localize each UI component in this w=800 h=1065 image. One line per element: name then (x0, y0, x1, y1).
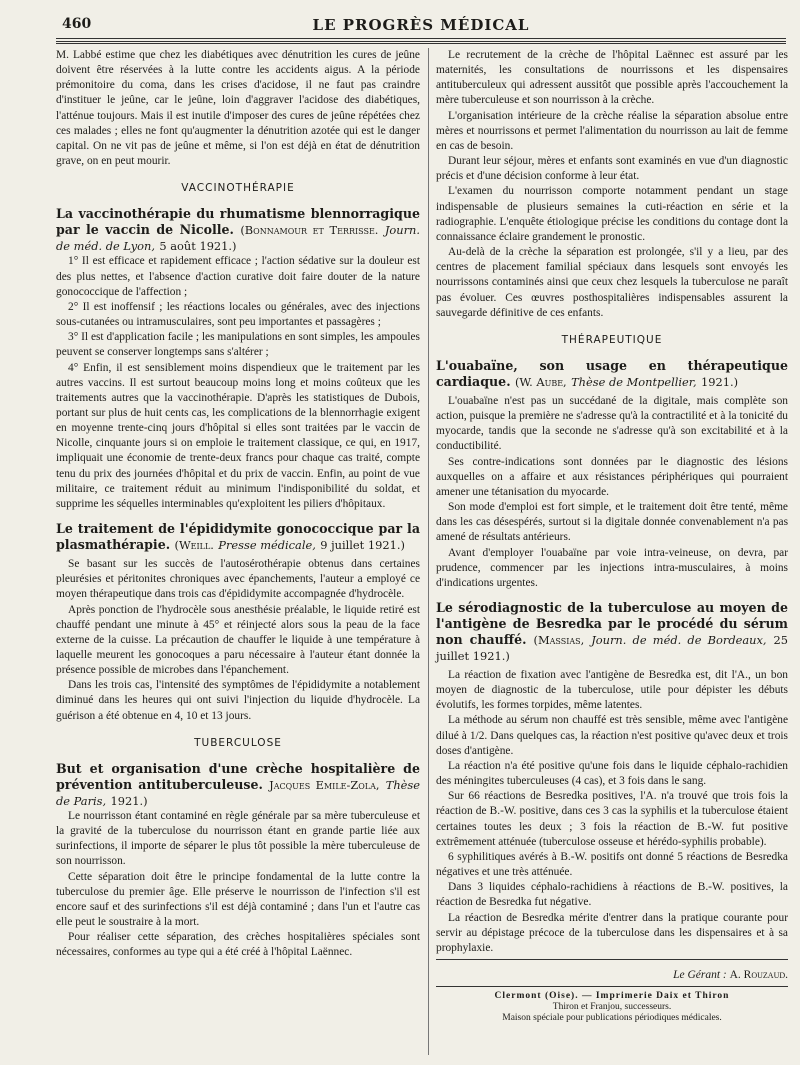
article-paragraph: La réaction n'a été positive qu'une fois dans le liquide céphalo-rachidien des méningites tuberculeuses (4 cas), et 3 fois dans le sang. (436, 759, 788, 788)
article-paragraph: Le recrutement de la crèche de l'hôpital Laënnec est assuré par les maternités, les consultations de nourrissons et les dispensaires antituberculeux qui adressent aussitôt que possible après l'accouchement la mère tuberculeuse et son nourrisson à la crèche. (436, 49, 788, 107)
article-date: 9 juillet 1921.) (320, 538, 405, 553)
article-title (56, 521, 420, 553)
article-source: Presse médicale, (218, 538, 316, 553)
gerant-line (436, 968, 788, 983)
header-rule (56, 38, 786, 44)
column-divider (428, 48, 429, 1055)
article-paragraph: Ses contre-indications sont données par le diagnostic des lésions auxquelles on a affaire et aux résistances périphériques qui pourraient amener une tétanisation du myocarde. (436, 455, 788, 498)
article-title-text: L'ouabaïne, son usage en thérapeutique cardiaque. (436, 357, 788, 389)
article-date: 5 août 1921.) (159, 239, 237, 254)
article-paragraph: L'organisation intérieure de la crèche réalise la séparation absolue entre mères et nourrissons et permet l'alimentation du nourrisson au lait de femme en cas de besoin. (436, 109, 788, 152)
article-paragraph: 4° Enfin, il est sensiblement moins dispendieux que le traitement par les autres vaccins. Il est surtout beaucoup moins long et moins coûteux que les traitements autres que la vaccinothérapie. D'après les statistiques de Dubois, portant sur plus de huit cents cas, les complications de la blennorrhagie exigent en moyenne trente-cinq jours d'hôpital si elles sont traitées par le vaccin de Nicolle, cinquante jours si on emploie le traitement classique, ce qui, en 1917, impliquait une économie de trente-deux francs pour chaque cas traité, compte tenu du prix des journées d'hôpital et du prix de vaccin. Enfin, au point de vue militaire, ce traitement réduit au minimum l'indisponibilité du soldat, et supprime les séquelles interminables qu'exploitent les piliers d'hôpitaux. (56, 361, 420, 510)
article-paragraph: Avant d'employer l'ouabaïne par voie intra-veineuse, on devra, par prudence, commencer par les injections intra-musculaires, à moins d'indications urgentes. (436, 546, 788, 589)
article-paragraph: La réaction de fixation avec l'antigène de Besredka est, dit l'A., un bon moyen de diagnostic de la tuberculose, utile pour dépister les débuts évolutifs, les formes torpides, même latentes. (436, 669, 788, 712)
article-source: Thèse de Montpellier, (571, 374, 697, 389)
section-heading-therapeutique: THÉRAPEUTIQUE (561, 333, 663, 346)
intro-paragraph: M. Labbé estime que chez les diabétiques avec dénutrition les cures de jeûne doivent être réservées à la lutte contre les accidents aigus. A la période prémonitoire du coma, dans les crises d'acidose, il ne faut pas craindre d'instituer le jeûne, car le jeûne, loin d'aggraver l'acidose des diabétiques, l'atténue toujours. Mais il est inutile d'imposer des cures de jeûne répétées chez ces malades ; elles ne font qu'augmenter la dénutrition azotée qui est le danger capital. On ne vit pas de jeûne et même, si l'on est déjà en état de dénutrition grave, on en peut mourir. (56, 49, 420, 168)
article-title (436, 600, 788, 664)
printer-imprint (436, 991, 788, 1024)
article-title (56, 761, 420, 809)
article-paragraph: Dans les trois cas, l'intensité des symptômes de l'épididymite a notablement diminué dans les heures qui ont suivi l'injection du liquide d'hydrocèle. La guérison a été obtenue en 4, 10 et 13 jours. (56, 679, 420, 722)
gerant-label: Le Gérant : (673, 968, 727, 981)
article-authors: (Weill. (174, 538, 214, 553)
article-authors: (Bonnamour et Terrisse. (240, 223, 379, 238)
article-paragraph: Durant leur séjour, mères et enfants sont examinés en vue d'un diagnostic précis et d'une décision conforme à leur état. (436, 155, 788, 183)
article-paragraph: Pour réaliser cette séparation, des crèches hospitalières spéciales sont nécessaires, conformes au type qui a été créé à l'hôpital Laënnec. (56, 931, 420, 959)
article-authors: (Massias, (533, 633, 585, 647)
article-paragraph: La réaction de Besredka mérite d'entrer dans la pratique courante pour servir au dépistage précoce de la tuberculose dans les dispensaires et à sa prophylaxie. (436, 911, 788, 954)
article-paragraph: Au-delà de la crèche la séparation est prolongée, s'il y a lieu, par des centres de placement familial spéciaux dans lesquels sont envoyés les nourrissons contaminés ainsi que ceux chez lesquels la tuberculose ne paraît pas évoluer. Ces œuvres posthospitalières indispensables assurent la sauvegarde définitive de ces enfants. (436, 246, 788, 319)
article-paragraph: 1° Il est efficace et rapidement efficace ; l'action sédative sur la douleur est des plus nettes, et l'absence d'action curative doit faire douter de la nature gonococcique de l'affection ; (56, 255, 420, 298)
printer-line: Maison spéciale pour publications périodiques médicales. (502, 1013, 722, 1024)
article-date: 1921.) (110, 793, 148, 808)
footer-rule (436, 959, 788, 960)
article-title (436, 358, 788, 390)
article-paragraph: 6 syphilitiques avérés à B.-W. positifs ont donné 5 réactions de Besredka négatives et une très atténuée. (436, 850, 788, 879)
article-date: 1921.) (700, 374, 739, 389)
article-paragraph: L'examen du nourrisson comporte notamment pendant un stage indispensable de plusieurs semaines la cuti-réaction en série et la radiographie. L'enquête étiologique précise les conditions du contage dont la connaissance éclaire grandement le pronostic. (436, 185, 788, 243)
section-heading-tuberculose: TUBERCULOSE (194, 736, 282, 749)
article-title (56, 206, 420, 254)
printer-line: Clermont (Oise). — Imprimerie Daix et Thiron (494, 991, 730, 1002)
article-paragraph: Son mode d'emploi est fort simple, et le traitement doit être tenté, même dans les cas désespérés, surtout si la digitale donnée convenablement n'a pas amené de résultats antérieurs. (436, 501, 788, 544)
right-column (436, 48, 788, 1024)
article-paragraph: Se basant sur les succès de l'autosérothérapie obtenus dans certaines pleurésies et péritonites chroniques avec épanchements, l'auteur a employé ce moyen thérapeutique dans trois cas d'épididymite accompagnée d'hydrocèle. (56, 558, 420, 601)
article-authors: Jacques Emile-Zola, (269, 777, 380, 792)
imprint-rule (436, 986, 788, 987)
gerant-name: A. Rouzaud. (729, 968, 788, 981)
article-paragraph: 3° Il est d'application facile ; les manipulations en sont simples, les ampoules peuvent se conserver longtemps sans s'altérer ; (56, 331, 420, 359)
article-source: Thèse de Paris, (56, 777, 421, 808)
article-title-text: Le traitement de l'épididymite gonococcique par la plasmathérapie. (56, 521, 420, 553)
article-date: 25 juillet 1921.) (436, 633, 788, 663)
page-header (56, 12, 786, 34)
article-title-text: La vaccinothérapie du rhumatisme blennorragique par le vaccin de Nicolle. (56, 206, 420, 238)
article-paragraph: Après ponction de l'hydrocèle sous anesthésie préalable, le liquide retiré est chauffé pendant une minute à 45° et réinjecté alors sous la peau de la face externe de la cuisse. La précaution de chauffer le liquide à une température à laquelle meurent les gonocoques a paru nécessaire à l'auteur étant donnée la présence possible de microbes dans l'épanchement. (56, 603, 420, 677)
article-source: Journ. de méd. de Lyon, (56, 223, 421, 254)
article-paragraph: Cette séparation doit être le principe fondamental de la lutte contre la tuberculose du premier âge. Elle préserve le nourrisson de l'infection s'il est encore sauf et des surinfections s'il est déjà contaminé ; dans l'un et l'autre cas elle peut le soustraire à la mort. (56, 870, 420, 929)
section-heading-vaccinotherapie: VACCINOTHÉRAPIE (181, 182, 295, 195)
article-title-text: But et organisation d'une crèche hospitalière de prévention antituberculeuse. (56, 760, 420, 792)
article-paragraph: La méthode au sérum non chauffé est très sensible, même avec l'antigène dilué à 1/2. Dans quelques cas, la réaction n'est positive qu'avec deux et trois doses d'antigène. (436, 714, 788, 757)
article-paragraph: Sur 66 réactions de Besredka positives, l'A. n'a trouvé que trois fois la réaction de B.-W. positive, dans ces 3 cas la syphilis et la tuberculose étaient certaines toutes les deux ; 3 fois la réaction de B.-W. fut positive extrêmement atténuée (tuberculose osseuse et hérédo-syphilis probable). (436, 790, 788, 848)
article-paragraph: L'ouabaïne n'est pas un succédané de la digitale, mais complète son action, puisque la première ne s'adresse qu'à la contractilité et à la tonicité du myocarde, tandis que la seconde ne s'adresse qu'à son excitabilité et à la conductibilité. (436, 394, 788, 453)
article-paragraph: Le nourrisson étant contaminé en règle générale par sa mère tuberculeuse et la gravité de la tuberculose du nourrisson étant en grande partie liée aux surinfections, il importe de séparer le plus tôt possible la mère tuberculeuse de son nourrisson. (56, 809, 420, 868)
article-paragraph: Dans 3 liquides céphalo-rachidiens à réactions de B.-W. positives, la réaction de Besredka fut négative. (436, 881, 788, 909)
article-authors: (W. Aube, (514, 374, 567, 389)
article-paragraph: 2° Il est inoffensif ; les réactions locales ou générales, avec des injections sous-cutanées ou intramusculaires, sont peu importantes et passagères ; (56, 300, 420, 329)
journal-title: LE PROGRÈS MÉDICAL (312, 16, 530, 34)
printer-line: Thiron et Franjou, successeurs. (552, 1002, 672, 1013)
left-column (56, 48, 420, 961)
article-title-text: Le sérodiagnostic de la tuberculose au moyen de l'antigène de Besredka par le procédé du sérum non chauffé. (436, 600, 788, 647)
article-source: Journ. de méd. de Bordeaux, (591, 633, 767, 647)
page-number: 460 (62, 16, 92, 32)
